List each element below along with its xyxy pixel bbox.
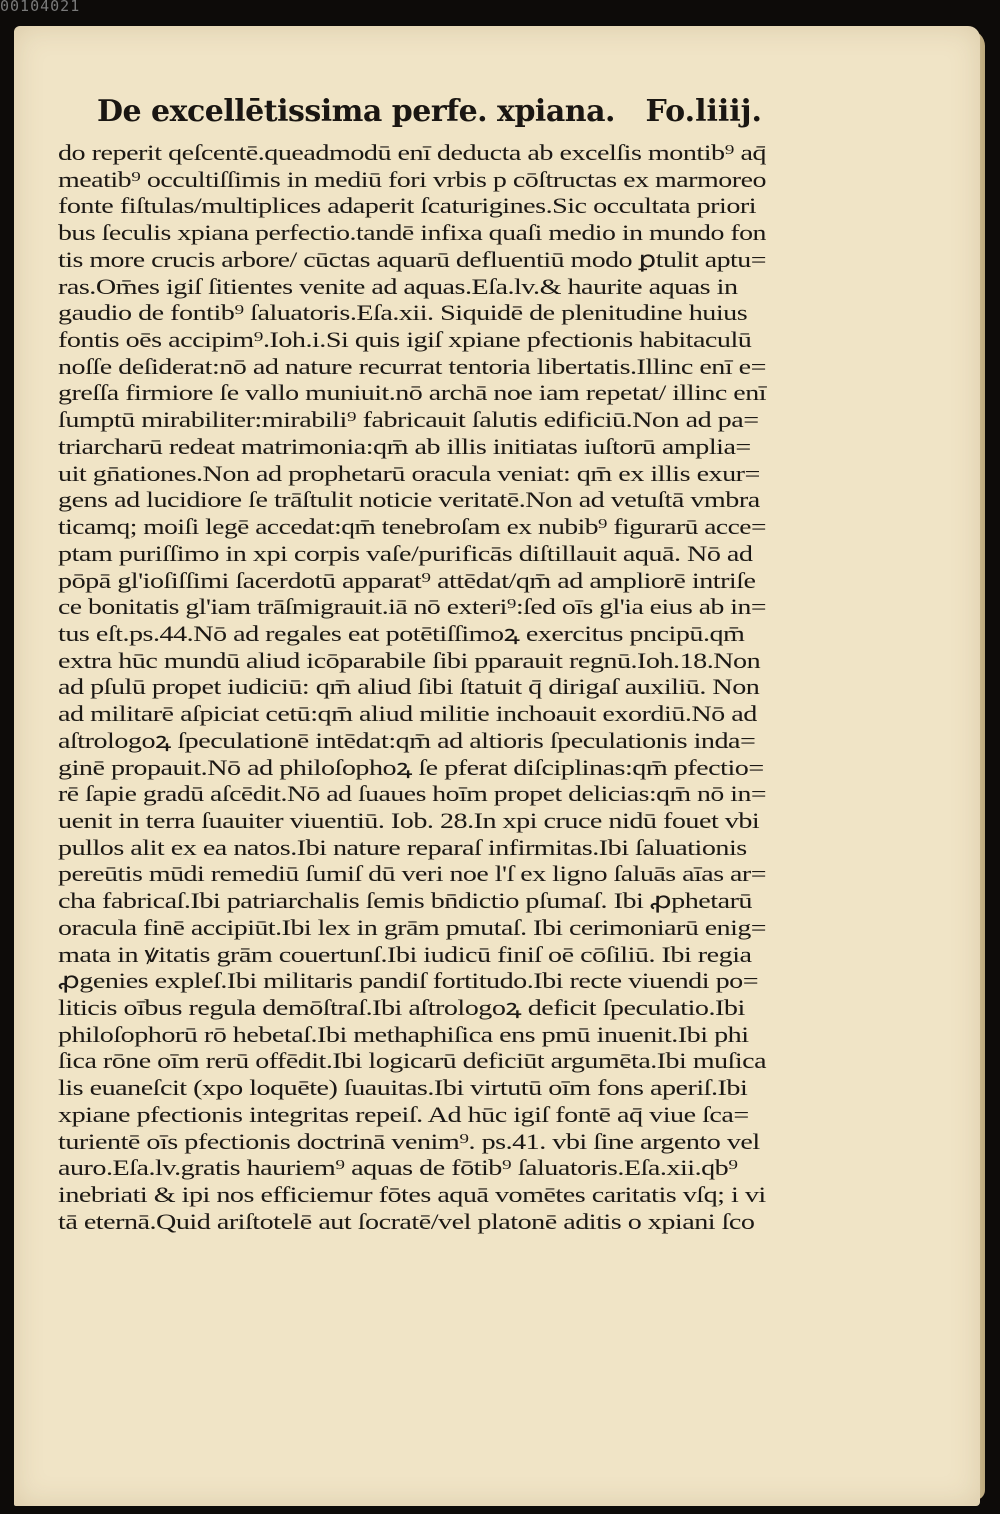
text-line: pereūtis mūdi remediū ſumiſ dū veri noe l'ſ ex ligno ſaluās aīas ar= [58,861,766,887]
text-line: ꝓgenies expleſ.Ibi militaris pandiſ fortitudo.Ibi recte viuendi po= [58,968,759,994]
text-line: tā eternā.Quid ariſtotelē aut ſocratē/vel platonē aditis o xpiani ſco [58,1208,755,1234]
text-line: xpiane pfectionis integritas repeiſ. Ad hūc igiſ fontē aq̄ viue ſca= [58,1101,749,1127]
text-line: fontis oēs accipim⁹.Ioh.i.Si quis igiſ xpiane pfectionis habitaculū [58,327,752,353]
text-line: meatib⁹ occultiſſimis in mediū fori vrbis p cōſtructas ex marmoreo [58,166,766,192]
text-line: ad militarē aſpiciat cetū:qm̄ aliud militie inchoauit exordiū.Nō ad [58,701,757,727]
text-line: turientē oīs pfectionis doctrinā venim⁹. ps.41. vbi ſine argento vel [58,1128,760,1154]
text-line: ad pſulū propet iudiciū: qm̄ aliud ſibi ſtatuit q̄ dirigaſ auxiliū. Non [58,674,760,700]
text-line: gaudio de fontib⁹ ſaluatoris.Eſa.xii. Siquidē de plenitudine huius [58,300,748,326]
text-line: ce bonitatis gl'iam trāſmigrauit.iā nō exteri⁹:ſed oīs gl'ia eius ab in= [58,594,766,620]
scan-identifier: 00104021 [0,0,81,15]
text-line: ticamq; moiſi legē accedat:qm̄ tenebroſam ex nubib⁹ figurarū acce= [58,514,766,540]
text-line: aſtrologoꝝ ſpeculationē intēdat:qm̄ ad altioris ſpeculationis inda= [58,727,756,753]
text-line: ptam puriſſimo in xpi corpis vaſe/purificās diſtillauit aquā. Nō ad [58,540,753,566]
text-line: tus eſt.ps.44.Nō ad regales eat potētiſſimoꝝ exercitus pncipū.qm̄ [58,620,745,646]
text-line: ſica rōne oīm rerū offēdit.Ibi logicarū deficiūt argumēta.Ibi muſica [58,1048,766,1074]
text-line: cha fabricaſ.Ibi patriarchalis ſemis bn̄dictio pſumaſ. Ibi ꝓphetarū [58,888,753,914]
text-line: noſſe deſiderat:nō ad nature recurrat tentoria libertatis.Illinc enī e= [58,353,766,379]
text-line: lis euaneſcit (xpo loquēte) ſuauitas.Ibi virtutū oīm fons aperiſ.Ibi [58,1075,748,1101]
text-line: greſſa firmiore ſe vallo muniuit.nō archā noe iam repetat/ illinc enī [58,380,766,406]
text-line: auro.Eſa.lv.gratis hauriem⁹ aquas de fōtib⁹ ſaluatoris.Eſa.xii.qb⁹ [58,1155,738,1181]
text-line: ginē propauit.Nō ad philoſophoꝝ ſe pferat diſciplinas:qm̄ pfectio= [58,754,764,780]
text-line: ras.Om̄es igiſ ſitientes venite ad aquas.Eſa.lv.& haurite aquas in [58,273,738,299]
text-line: tis more crucis arbore/ cūctas aquarū defluentiū modo ꝑtulit aptu= [58,246,766,272]
text-line: philoſophorū rō hebetaſ.Ibi methaphiſica ens pmū inuenit.Ibi phi [58,1021,749,1047]
page-header [97,94,762,144]
text-line: uit gn̄ationes.Non ad prophetarū oracula veniat: qm̄ ex illis exur= [58,460,760,486]
folio-number: Fo.liiij. [645,94,762,129]
running-title: De excellētissima perfe. xpiana. [97,94,615,129]
text-line: pullos alit ex ea natos.Ibi nature reparaſ infirmitas.Ibi ſaluationis [58,834,747,860]
text-line: bus ſeculis xpiana perfectio.tandē infixa quaſi medio in mundo fon [58,220,766,246]
text-line: fonte fiſtulas/multiplices adaperit ſcaturigines.Sic occultata priori [58,193,757,219]
body-text [58,140,768,1235]
text-line: ſumptū mirabiliter:mirabili⁹ fabricauit ſalutis edificiū.Non ad pa= [58,407,759,433]
text-line: rē ſapie gradū aſcēdit.Nō ad ſuaues hoīm propet delicias:qm̄ nō in= [58,781,766,807]
text-line: do reperit qeſcentē.queadmodū enī deducta ab excelſis montib⁹ aq̄ [58,140,766,165]
text-line: extra hūc mundū aliud icōparabile ſibi pparauit regnū.Ioh.18.Non [58,647,761,673]
text-line: uenit in terra ſuauiter viuentiū. Iob. 28.In xpi cruce nidū fouet vbi [58,807,760,833]
text-line: mata in ꝟitatis grām couertunſ.Ibi iudicū finiſ oē cōſiliū. Ibi regia [58,941,752,967]
text-line: oracula finē accipiūt.Ibi lex in grām pmutaſ. Ibi cerimoniarū enig= [58,914,766,940]
text-line: triarcharū redeat matrimonia:qm̄ ab illis initiatas iuſtorū amplia= [58,433,751,459]
text-line: liticis oībus regula demōſtraſ.Ibi aſtrologoꝝ deficit ſpeculatio.Ibi [58,995,745,1020]
text-line: gens ad lucidiore ſe trāſtulit noticie veritatē.Non ad vetuſtā vmbra [58,487,760,513]
text-line: pōpā gl'ioſiſſimi ſacerdotū apparat⁹ attēdat/qm̄ ad ampliorē intriſe [58,567,756,593]
text-line: inebriati & ipi nos efficiemur fōtes aquā vomētes caritatis vſq; i vi [58,1182,766,1208]
